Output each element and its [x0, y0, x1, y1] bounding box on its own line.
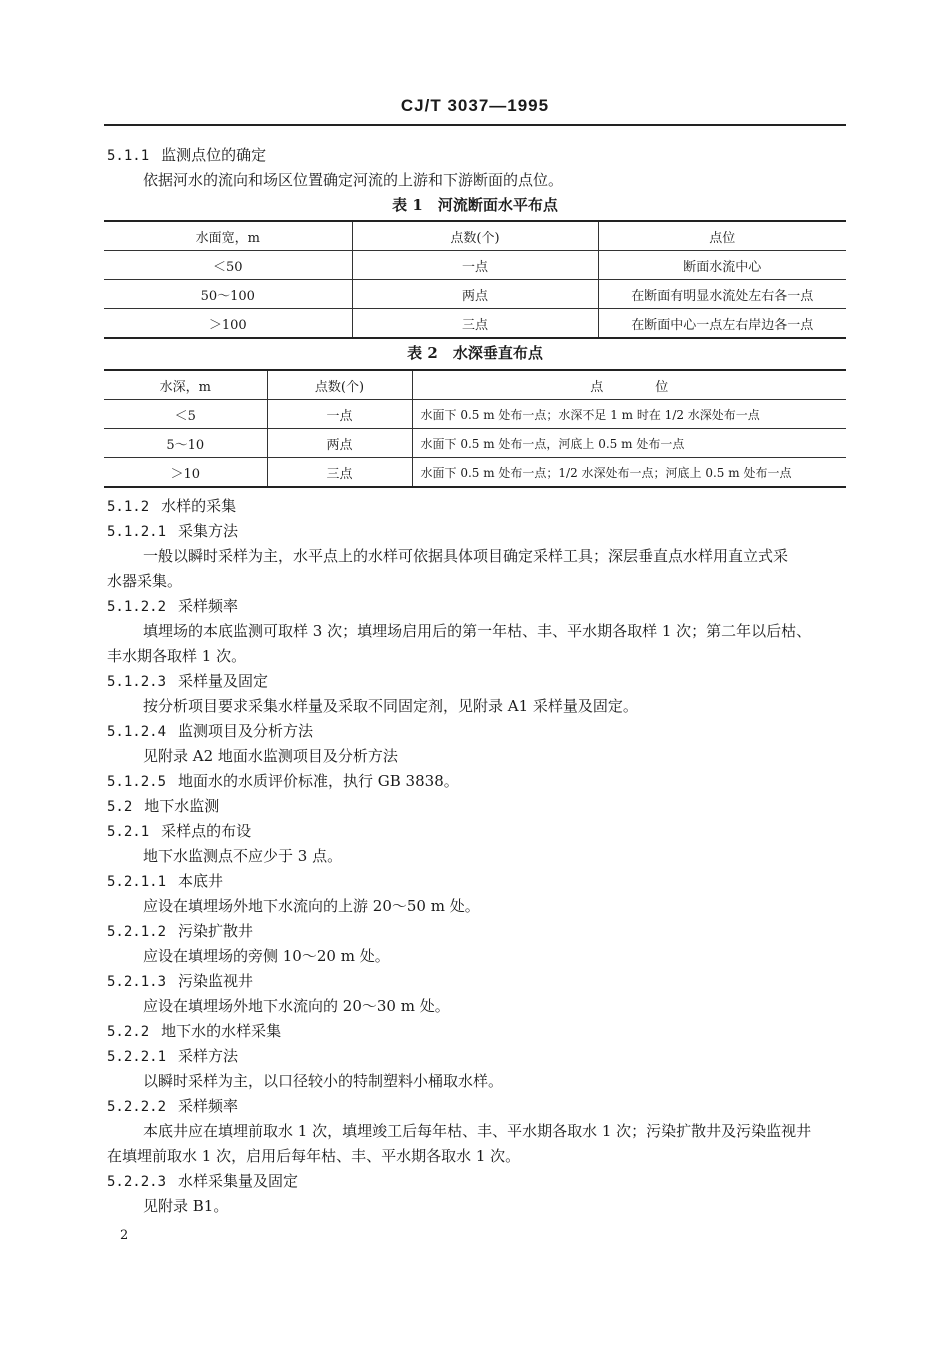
heading-5-1-2-2: [107, 597, 238, 616]
paragraph: 应设在填埋场外地下水流向的上游 20～50 m 处。: [143, 897, 480, 915]
page-number: 2: [120, 1228, 129, 1243]
table-row: [104, 309, 846, 339]
table-cell: 5～10: [104, 429, 267, 458]
column-header: 点数(个): [352, 221, 598, 251]
heading-5-2-1-1: [107, 872, 223, 891]
section-number: 5.2.1: [107, 824, 150, 840]
column-header: 水深，m: [104, 370, 267, 400]
section-title: 本底井: [178, 872, 224, 890]
table-cell: ＜50: [104, 251, 352, 280]
heading-5-1-2: [107, 497, 236, 516]
table-row: [104, 280, 846, 309]
paragraph: 按分析项目要求采集水样量及采取不同固定剂，见附录 A1 采样量及固定。: [143, 697, 638, 715]
table-cell: 三点: [352, 309, 598, 339]
heading-5-2-1-3: [107, 972, 253, 991]
section-number: 5.1.2.4: [107, 724, 167, 740]
table-cell: 在断面有明显水流处左右各一点: [598, 280, 846, 309]
section-number: 5.2.2.3: [107, 1174, 167, 1190]
section-title: 采样点的布设: [161, 822, 252, 840]
section-title: 地下水的水样采集: [161, 1022, 282, 1040]
heading-5-2-2-1: [107, 1047, 238, 1066]
table-cell: 在断面中心一点左右岸边各一点: [598, 309, 846, 339]
section-title: 地下水监测: [144, 797, 220, 815]
paragraph: 地下水监测点不应少于 3 点。: [143, 847, 343, 865]
section-number: 5.1.1: [107, 148, 150, 164]
section-title: 采集方法: [178, 522, 239, 540]
table-cell: 一点: [267, 400, 412, 429]
heading-5-2-1: [107, 822, 251, 841]
section-title: 采样频率: [178, 1097, 239, 1115]
paragraph: 应设在填埋场的旁侧 10～20 m 处。: [143, 947, 390, 965]
section-title: 采样量及固定: [178, 672, 269, 690]
table-cell: ＜5: [104, 400, 267, 429]
section-number: 5.2.2.1: [107, 1049, 167, 1065]
section-number: 5.1.2.2: [107, 599, 167, 615]
section-number: 5.2.1.1: [107, 874, 167, 890]
paragraph: 依据河水的流向和场区位置确定河流的上游和下游断面的点位。: [143, 171, 564, 189]
column-header: 点 位: [412, 370, 846, 400]
table-horizontal-points: [104, 220, 846, 339]
table-cell: ＞100: [104, 309, 352, 339]
paragraph: 本底井应在填埋前取水 1 次，填埋竣工后每年枯、丰、平水期各取水 1 次；污染扩散井及污染监视井: [143, 1122, 812, 1140]
paragraph: 应设在填埋场外地下水流向的 20～30 m 处。: [143, 997, 450, 1015]
paragraph: 见附录 A2 地面水监测项目及分析方法: [143, 747, 398, 765]
paragraph: 填埋场的本底监测可取样 3 次；填埋场启用后的第一年枯、丰、平水期各取样 1 次；第二年以后枯、: [143, 622, 812, 640]
paragraph: 见附录 B1。: [143, 1197, 229, 1215]
heading-5-1-2-1: [107, 522, 238, 541]
column-header: 点数(个): [267, 370, 412, 400]
paragraph-continuation: 水器采集。: [107, 572, 183, 590]
table-cell: 水面下 0.5 m 处布一点，河底上 0.5 m 处布一点: [412, 429, 846, 458]
heading-5-2: [107, 797, 219, 816]
table-cell: 一点: [352, 251, 598, 280]
section-number: 5.1.2.1: [107, 524, 167, 540]
section-number: 5.2: [107, 799, 133, 815]
section-number: 5.1.2.3: [107, 674, 167, 690]
section-number: 5.2.2: [107, 1024, 150, 1040]
section-number: 5.2.2.2: [107, 1099, 167, 1115]
section-number: 5.1.2.5: [107, 774, 167, 790]
heading-5-2-2-3: [107, 1172, 298, 1191]
heading-5-1-1: [107, 146, 266, 165]
section-title: 采样方法: [178, 1047, 239, 1065]
section-title: 污染监视井: [178, 972, 254, 990]
paragraph: 以瞬时采样为主，以口径较小的特制塑料小桶取水样。: [143, 1072, 504, 1090]
section-number: 5.2.1.2: [107, 924, 167, 940]
table-cell: 两点: [267, 429, 412, 458]
heading-5-1-2-5: [107, 772, 459, 791]
paragraph-continuation: 在填埋前取水 1 次，启用后每年枯、丰、平水期各取水 1 次。: [107, 1147, 521, 1165]
table-cell: ＞10: [104, 458, 267, 488]
table-header-row: [104, 221, 846, 251]
section-title: 污染扩散井: [178, 922, 254, 940]
section-title: 监测点位的确定: [161, 146, 267, 164]
section-number: 5.2.1.3: [107, 974, 167, 990]
section-title: 水样采集量及固定: [178, 1172, 299, 1190]
table-cell: 两点: [352, 280, 598, 309]
section-title: 监测项目及分析方法: [178, 722, 314, 740]
table-header-row: [104, 370, 846, 400]
table-row: [104, 251, 846, 280]
heading-5-2-2-2: [107, 1097, 238, 1116]
section-title: 地面水的水质评价标准，执行 GB 3838。: [178, 772, 459, 790]
heading-5-1-2-3: [107, 672, 268, 691]
table-cell: 断面水流中心: [598, 251, 846, 280]
heading-5-2-1-2: [107, 922, 253, 941]
table2-caption: 表 2 水深垂直布点: [407, 344, 543, 362]
heading-5-2-2: [107, 1022, 281, 1041]
heading-5-1-2-4: [107, 722, 313, 741]
table-cell: 水面下 0.5 m 处布一点；1/2 水深处布一点；河底上 0.5 m 处布一点: [412, 458, 846, 488]
column-header: 点位: [598, 221, 846, 251]
table-cell: 水面下 0.5 m 处布一点；水深不足 1 m 时在 1/2 水深处布一点: [412, 400, 846, 429]
table-row: [104, 458, 846, 488]
table-cell: 50～100: [104, 280, 352, 309]
table-row: [104, 429, 846, 458]
section-title: 水样的采集: [161, 497, 237, 515]
paragraph: 一般以瞬时采样为主，水平点上的水样可依据具体项目确定采样工具；深层垂直点水样用直立式采: [143, 547, 789, 565]
standard-number: CJ/T 3037—1995: [400, 96, 550, 115]
table-vertical-points: [104, 369, 846, 488]
section-title: 采样频率: [178, 597, 239, 615]
section-number: 5.1.2: [107, 499, 150, 515]
paragraph-continuation: 丰水期各取样 1 次。: [107, 647, 247, 665]
table-row: [104, 400, 846, 429]
table1-caption: 表 1 河流断面水平布点: [392, 196, 558, 214]
column-header: 水面宽，m: [104, 221, 352, 251]
header-rule: [104, 124, 846, 126]
table-cell: 三点: [267, 458, 412, 488]
